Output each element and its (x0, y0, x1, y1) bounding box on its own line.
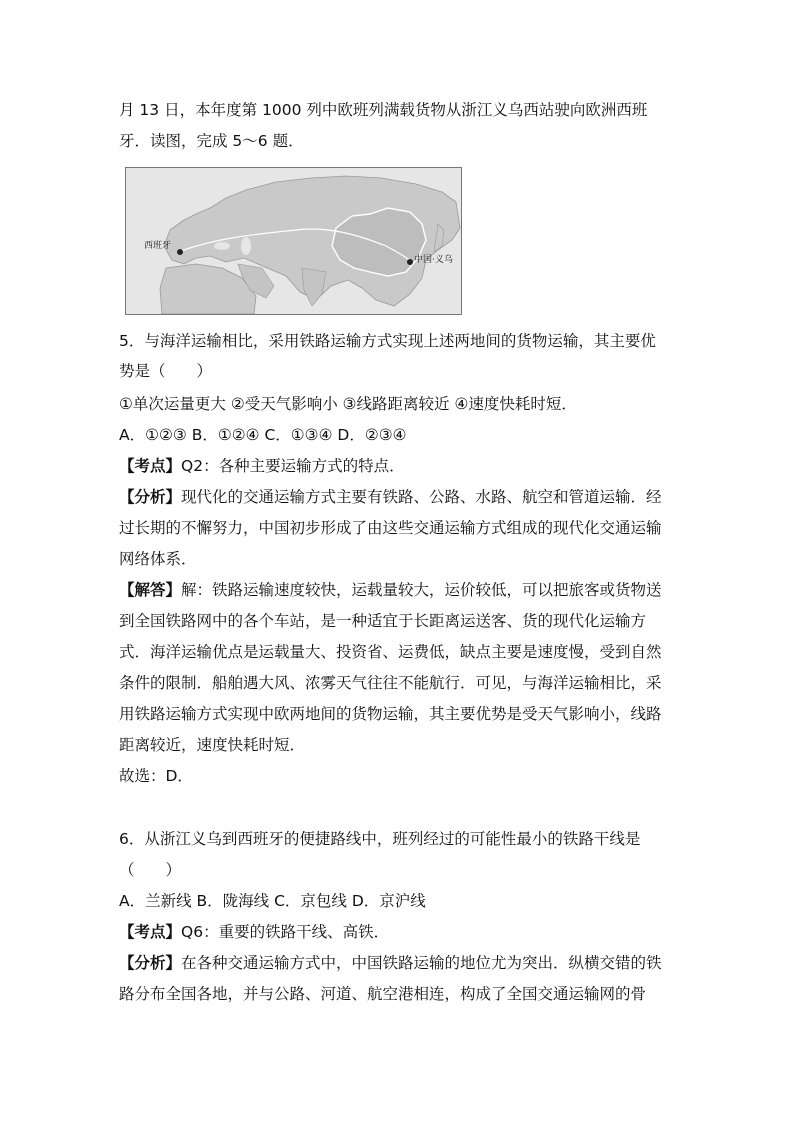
q5-fenxi-line-1 (119, 486, 662, 508)
q6-fenxi-line-2: 路分布全国各地，并与公路、河道、航空港相连，构成了全国交通运输网的骨 (119, 985, 647, 1003)
q6-stem-line-1: 6．从浙江义乌到西班牙的便捷路线中，班列经过的可能性最小的铁路干线是 (119, 830, 641, 848)
q5-kaodian (119, 455, 405, 477)
q5-answer: 故选：D． (119, 767, 193, 785)
q6-fenxi-tag: 【分析】 (119, 954, 182, 972)
route-map (125, 167, 462, 315)
q5-jieda-line-6: 距离较近，速度快耗时短． (119, 736, 306, 754)
intro-line-1: 月 13 日，本年度第 1000 列中欧班列满载货物从浙江义乌西站驶向欧洲西班 (119, 101, 648, 119)
map-image (126, 168, 461, 314)
q5-stem-line-2: 势是（ ） (119, 362, 213, 380)
map-label-spain: 西班牙 (144, 241, 172, 251)
spain-point (177, 249, 183, 255)
q5-kaodian-text: Q2：各种主要运输方式的特点． (181, 457, 405, 475)
yiwu-point (407, 259, 413, 265)
q5-jieda-line-4: 条件的限制．船舶遇大风、浓雾天气往往不能航行．可见，与海洋运输相比，采 (119, 674, 662, 692)
q5-fenxi-line-2: 过长期的不懈努力，中国初步形成了由这些交通运输方式组成的现代化交通运输 (119, 519, 662, 537)
q5-fenxi-tag: 【分析】 (119, 488, 182, 506)
q5-kaodian-tag: 【考点】 (119, 457, 182, 475)
q5-options: A．①②③ B．①②④ C．①③④ D．②③④ (119, 426, 407, 444)
q6-fenxi-line-1 (119, 952, 662, 974)
q5-items: ①单次运量更大 ②受天气影响小 ③线路距离较近 ④速度快耗时短． (119, 395, 577, 413)
q6-kaodian-tag: 【考点】 (119, 923, 182, 941)
q5-jieda-tag: 【解答】 (119, 581, 182, 599)
map-label-china-yiwu: 中国·义乌 (414, 255, 453, 265)
q5-jieda-line-3: 式．海洋运输优点是运载量大、投资省、运费低，缺点主要是速度慢，受到自然 (119, 643, 662, 661)
q5-fenxi-line-3: 网络体系． (119, 550, 197, 568)
q6-fenxi-text-1: 在各种交通运输方式中，中国铁路运输的地位尤为突出．纵横交错的铁 (181, 954, 662, 972)
q5-jieda-line-2: 到全国铁路网中的各个车站，是一种适宜于长距离运送客、货的现代化运输方 (119, 612, 647, 630)
q6-kaodian (119, 921, 389, 943)
q5-jieda-text-1: 解：铁路运输速度较快，运载量较大，运价较低，可以把旅客或货物送 (181, 581, 662, 599)
q5-jieda-line-5: 用铁路运输方式实现中欧两地间的货物运输，其主要优势是受天气影响小，线路 (119, 705, 662, 723)
q5-fenxi-text-1: 现代化的交通运输方式主要有铁路、公路、水路、航空和管道运输．经 (181, 488, 662, 506)
q6-kaodian-text: Q6：重要的铁路干线、高铁． (181, 923, 390, 941)
intro-line-2: 牙．读图，完成 5～6 题． (119, 132, 304, 150)
q5-jieda-line-1 (119, 579, 662, 601)
q6-stem-line-2: （ ） (119, 861, 182, 879)
q6-options: A．兰新线 B．陇海线 C．京包线 D．京沪线 (119, 892, 426, 910)
q5-stem-line-1: 5．与海洋运输相比，采用铁路运输方式实现上述两地间的货物运输，其主要优 (119, 332, 656, 350)
